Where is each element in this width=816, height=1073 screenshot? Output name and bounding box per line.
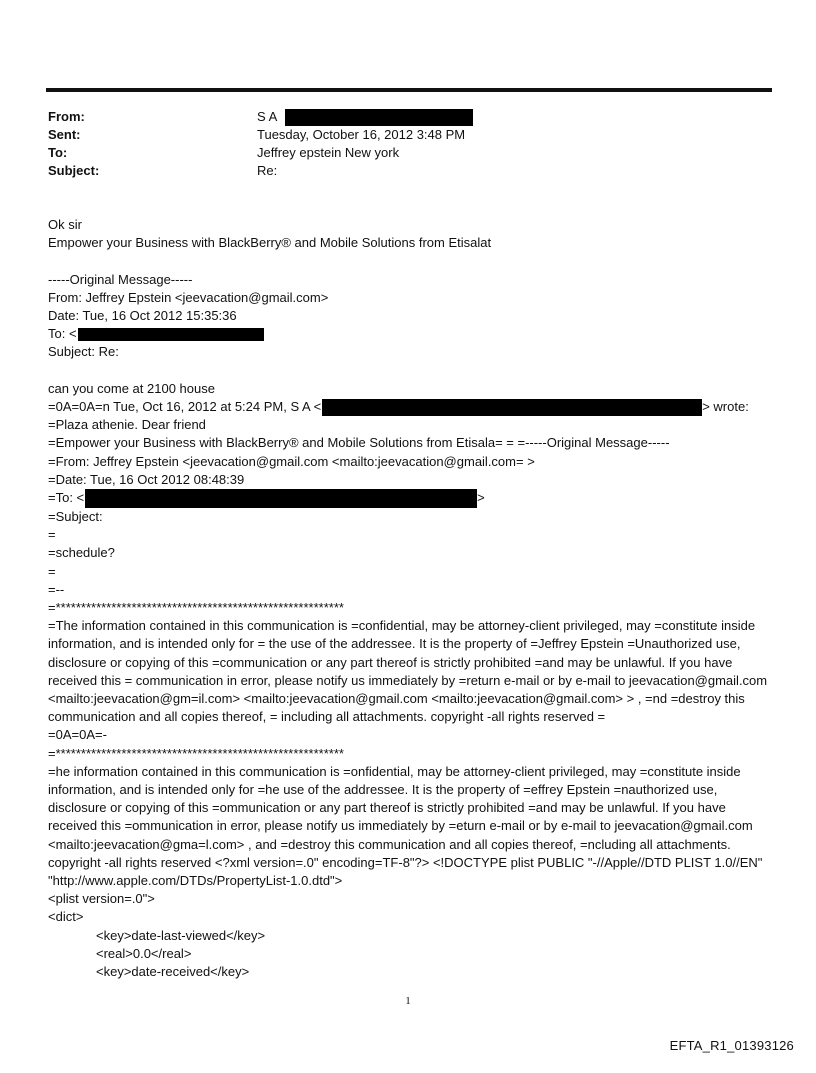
- redaction-block: [285, 109, 473, 126]
- from-row: [48, 108, 768, 126]
- page-number: 1: [405, 995, 411, 1007]
- original-message-marker: -----Original Message-----: [48, 271, 193, 287]
- sent-label: Sent:: [48, 127, 81, 142]
- reply-line: Empower your Business with BlackBerry® and Mobile Solutions from Etisalat: [48, 235, 492, 251]
- disclaimer-paragraph: =he information contained in this communication is =onfidential, may be attorney-client privileged, may =constitute inside information, and is intended only for =he use of the addressee. It is the property of =effrey Epstein =nauthorized use, disclosure or copying of this =ommunication or any part thereof is strictly prohibited =and may be unlawful. If you have received this =ommunication in error, please notify us immediately by =eturn e-mail or by e-mail to jeevacation@gmail.com <mailto:jeevacation@gma=l.com> , and =destroy this communication and all copies thereof, =ncluding all attachments. copyright -all rights reserved <?xml version=.0" encoding=TF-8"?> <!DOCTYPE plist PUBLIC "-//Apple//DTD PLIST 1.0//EN" "http://www.apple.com/DTDs/PropertyList-1.0.dtd">: [48, 763, 763, 889]
- message-line: =schedule?: [48, 545, 115, 561]
- message-line: =Empower your Business with BlackBerry® and Mobile Solutions from Etisala= = =-----Original Message-----: [48, 435, 670, 451]
- subject-value: Re:: [257, 163, 278, 178]
- original-to-line: [48, 325, 770, 343]
- sent-row: [48, 126, 768, 144]
- message-text: >: [477, 490, 485, 506]
- message-text: > wrote:: [702, 399, 749, 414]
- message-line: =Plaza athenie. Dear friend: [48, 417, 206, 433]
- from-value: S A: [257, 109, 278, 124]
- redaction-block: [85, 489, 477, 508]
- message-line: can you come at 2100 house: [48, 380, 215, 396]
- redaction-block: [78, 328, 264, 341]
- star-separator: =*********************************************************: [48, 745, 344, 761]
- original-from: From: Jeffrey Epstein <jeevacation@gmail.com>: [48, 289, 329, 305]
- message-line: [48, 398, 770, 416]
- to-row: [48, 144, 768, 162]
- email-body: [48, 216, 770, 981]
- subject-label: Subject:: [48, 163, 100, 178]
- message-text: =To: <: [48, 490, 85, 506]
- plist-line: <real>0.0</real>: [96, 945, 192, 961]
- plist-line: <key>date-received</key>: [96, 964, 250, 980]
- message-line: =Subject:: [48, 509, 103, 525]
- spacer: [48, 252, 770, 270]
- document-id: EFTA_R1_01393126: [669, 1038, 794, 1053]
- message-line: =From: Jeffrey Epstein <jeevacation@gmail.com <mailto:jeevacation@gmail.com= >: [48, 453, 535, 469]
- message-line: =: [48, 527, 56, 543]
- from-value-wrap: [257, 108, 473, 126]
- original-subject: Subject: Re:: [48, 344, 119, 360]
- redaction-block: [322, 399, 702, 416]
- to-value: Jeffrey epstein New york: [257, 145, 400, 160]
- to-label: To:: [48, 145, 68, 160]
- message-line: =: [48, 563, 56, 579]
- original-date: Date: Tue, 16 Oct 2012 15:35:36: [48, 308, 237, 323]
- message-text: =0A=0A=n Tue, Oct 16, 2012 at 5:24 PM, S A <: [48, 399, 322, 414]
- spacer: [48, 362, 770, 380]
- from-label: From:: [48, 109, 85, 124]
- reply-line: Ok sir: [48, 217, 82, 232]
- header-rule: [46, 88, 772, 92]
- sent-value: Tuesday, October 16, 2012 3:48 PM: [257, 127, 466, 142]
- message-line: [48, 489, 770, 508]
- message-line: =--: [48, 581, 65, 597]
- subject-row: [48, 162, 768, 180]
- plist-line: <dict>: [48, 909, 84, 925]
- plist-line: <plist version=.0">: [48, 891, 155, 907]
- disclaimer-paragraph: =The information contained in this communication is =confidential, may be attorney-client privileged, may =constitute inside information, and is intended only for = the use of the addressee. It is the property of =Jeffrey Epstein =Unauthorized use, disclosure or copying of this =communication or any part thereof is strictly prohibited =and may be unlawful. If you have received this = communication in error, please notify us immediately by =return e-mail or by e-mail to jeevacation@gmail.com <mailto:jeevacation@gm=il.com> <mailto:jeevacation@gmail.com <mailto:jeevacation@gmail.com> > , =nd =destroy this communication and all copies thereof, = including all attachments. copyright -all rights reserved =: [48, 618, 768, 725]
- message-line: =0A=0A=-: [48, 727, 107, 743]
- plist-line: <key>date-last-viewed</key>: [96, 927, 266, 943]
- message-line: =Date: Tue, 16 Oct 2012 08:48:39: [48, 471, 245, 487]
- original-to: To: <: [48, 326, 77, 342]
- star-separator: =*********************************************************: [48, 600, 344, 616]
- email-header: [48, 108, 768, 180]
